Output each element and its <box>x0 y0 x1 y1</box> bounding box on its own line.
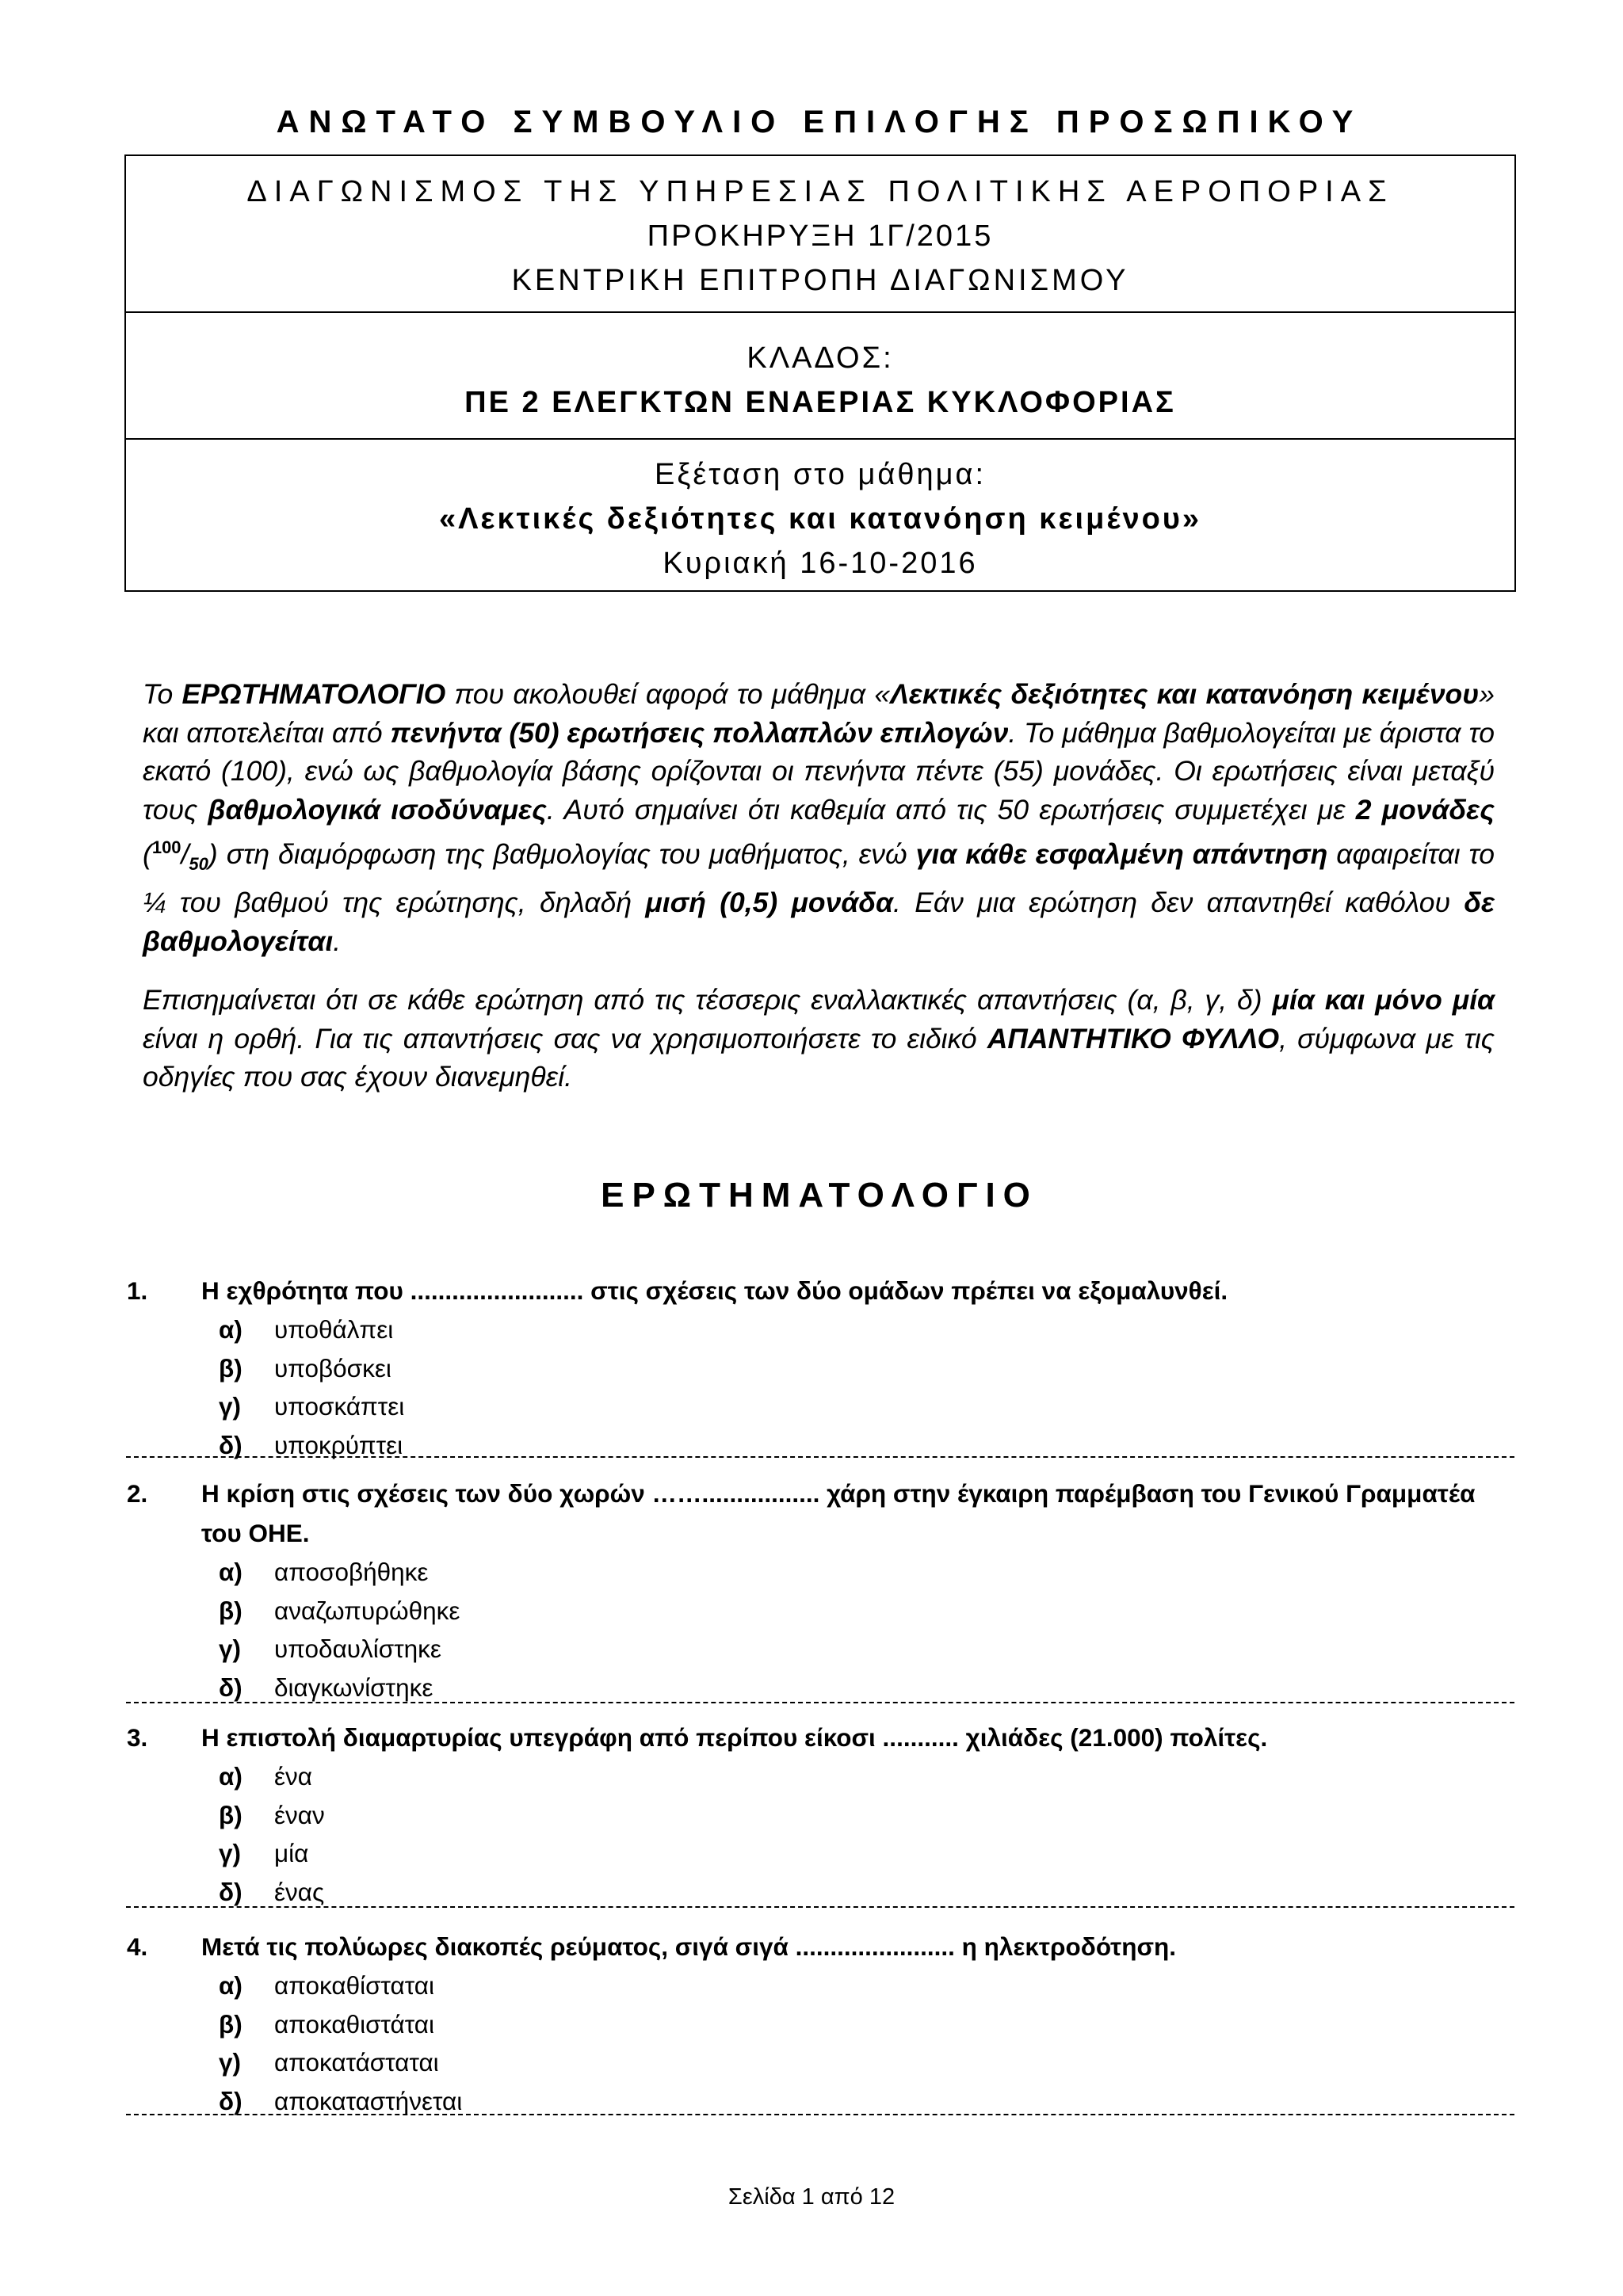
header-cell-exam <box>126 440 1514 590</box>
option-a: α) αποσοβήθηκε <box>219 1558 429 1586</box>
exam-subject: «Λεκτικές δεξιότητες και κατανόηση κειμένου» <box>438 502 1202 536</box>
option-c: γ) υποδαυλίστηκε <box>219 1634 441 1663</box>
header-cell-branch <box>126 313 1514 440</box>
intro-paragraph-2: Επισημαίνεται ότι σε κάθε ερώτηση από τις τέσσερις εναλλακτικές απαντήσεις (α, β, γ, δ) μία και μόνο μία είναι η ορθή. Για τις απαντήσεις σας να χρησιμοποιήσετε το ειδικό ΑΠΑΝΤΗΤΙΚΟ ΦΥΛΛΟ, σύμφωνα με τις οδηγίες που σας έχουν διανεμηθεί. <box>143 984 1495 1093</box>
option-d: δ) διαγκωνίστηκε <box>219 1672 433 1702</box>
options-list <box>124 1757 1514 1911</box>
options-list <box>124 1310 1514 1464</box>
competition-name: ΔΙΑΓΩΝΙΣΜΟΣ ΤΗΣ ΥΠΗΡΕΣΙΑΣ ΠΟΛΙΤΙΚΗΣ ΑΕΡΟΠΟΡΙΑΣ <box>246 175 1394 208</box>
committee-name: ΚΕΝΤΡΙΚΗ ΕΠΙΤΡΟΠΗ ΔΙΑΓΩΝΙΣΜΟΥ <box>511 264 1129 297</box>
option-d: δ) υποκρύπτει <box>219 1430 403 1459</box>
question-stem: 1. Η εχθρότητα που ......................... στις σχέσεις των δύο ομάδων πρέπει να εξομαλυνθεί. <box>124 1271 1514 1310</box>
options-list <box>124 1553 1514 1707</box>
question-2 <box>124 1474 1514 1707</box>
branch-label: ΚΛΑΔΟΣ: <box>747 341 894 375</box>
option-b: β) αναζωπυρώθηκε <box>219 1596 460 1625</box>
question-stem: 2. Η κρίση στις σχέσεις των δύο χωρών ……................. χάρη στην έγκαιρη παρέμβαση του Γενικού Γραμματέα του ΟΗΕ. <box>124 1474 1514 1553</box>
announcement-number: ΠΡΟΚΗΡΥΞΗ 1Γ/2015 <box>647 219 994 253</box>
question-4 <box>124 1927 1514 2120</box>
options-list <box>124 1966 1514 2120</box>
option-c: γ) υποσκάπτει <box>219 1392 405 1421</box>
document-title: ΑΝΩΤΑΤΟ ΣΥΜΒΟΥΛΙΟ ΕΠΙΛΟΓΗΣ ΠΡΟΣΩΠΙΚΟΥ <box>276 105 1363 139</box>
option-d: δ) αποκαταστήνεται <box>219 2086 463 2115</box>
question-3 <box>124 1718 1514 1911</box>
question-1 <box>124 1271 1514 1464</box>
exam-label: Εξέταση στο μάθημα: <box>654 458 987 491</box>
question-divider <box>126 1702 1514 1703</box>
fraction-numerator: 100 <box>151 837 181 857</box>
option-d: δ) ένας <box>219 1877 325 1906</box>
section-title: ΕΡΩΤΗΜΑΤΟΛΟΓΙΟ <box>601 1176 1038 1215</box>
question-divider <box>126 1456 1514 1458</box>
intro-paragraph-1: Το ΕΡΩΤΗΜΑΤΟΛΟΓΙΟ που ακολουθεί αφορά το μάθημα «Λεκτικές δεξιότητες και κατανόηση κειμένου» και αποτελείται από πενήντα (50) ερωτήσεις πολλαπλών επιλογών. Το μάθημα βαθμολογείται με άριστα το εκατό (100), ενώ ως βαθμολογία βάσης ορίζονται οι πενήντα πέντε (55) μονάδες. Οι ερωτήσεις είναι μεταξύ τους βαθμολογικά ισοδύναμες. Αυτό σημαίνει ότι καθεμία από τις 50 ερωτήσεις συμμετέχει με 2 μονάδες $(^{100}/_{50})$ στη διαμόρφωση της βαθμολογίας του μαθήματος, ενώ για κάθε εσφαλμένη απάντηση αφαιρείται το ¼ του βαθμού της ερώτησης, δηλαδή μισή (0,5) μονάδα. Εάν μια ερώτηση δεν απαντηθεί καθόλου δε βαθμολογείται. <box>143 678 1495 957</box>
option-b: β) αποκαθιστάται <box>219 2009 434 2039</box>
branch-name: ΠΕ 2 ΕΛΕΓΚΤΩΝ ΕΝΑΕΡΙΑΣ ΚΥΚΛΟΦΟΡΙΑΣ <box>464 386 1176 419</box>
question-number: 1. <box>127 1276 148 1305</box>
question-stem: 3. Η επιστολή διαμαρτυρίας υπεγράφη από περίπου είκοσι ........... χιλιάδες (21.000) πολίτες. <box>124 1718 1514 1757</box>
option-a: α) αποκαθίσταται <box>219 1971 434 2000</box>
question-divider <box>126 2114 1514 2115</box>
option-b: β) υποβόσκει <box>219 1353 391 1383</box>
page-number: Σελίδα 1 από 12 <box>727 2184 896 2210</box>
option-b: β) έναν <box>219 1800 325 1829</box>
question-number: 4. <box>127 1932 148 1961</box>
question-number: 3. <box>127 1723 148 1752</box>
exam-date: Κυριακή 16-10-2016 <box>663 547 978 580</box>
header-box <box>124 154 1516 592</box>
option-a: α) ένα <box>219 1762 313 1791</box>
option-a: α) υποθάλπει <box>219 1315 394 1344</box>
question-number: 2. <box>127 1479 148 1508</box>
question-stem: 4. Μετά τις πολύωρες διακοπές ρεύματος, σιγά σιγά ....................... η ηλεκτροδότηση. <box>124 1927 1514 1966</box>
option-c: γ) αποκατάσταται <box>219 2048 439 2077</box>
fraction-denominator: 50 <box>189 853 208 874</box>
header-cell-competition <box>126 156 1514 313</box>
option-c: γ) μία <box>219 1839 309 1867</box>
question-divider <box>126 1906 1514 1908</box>
